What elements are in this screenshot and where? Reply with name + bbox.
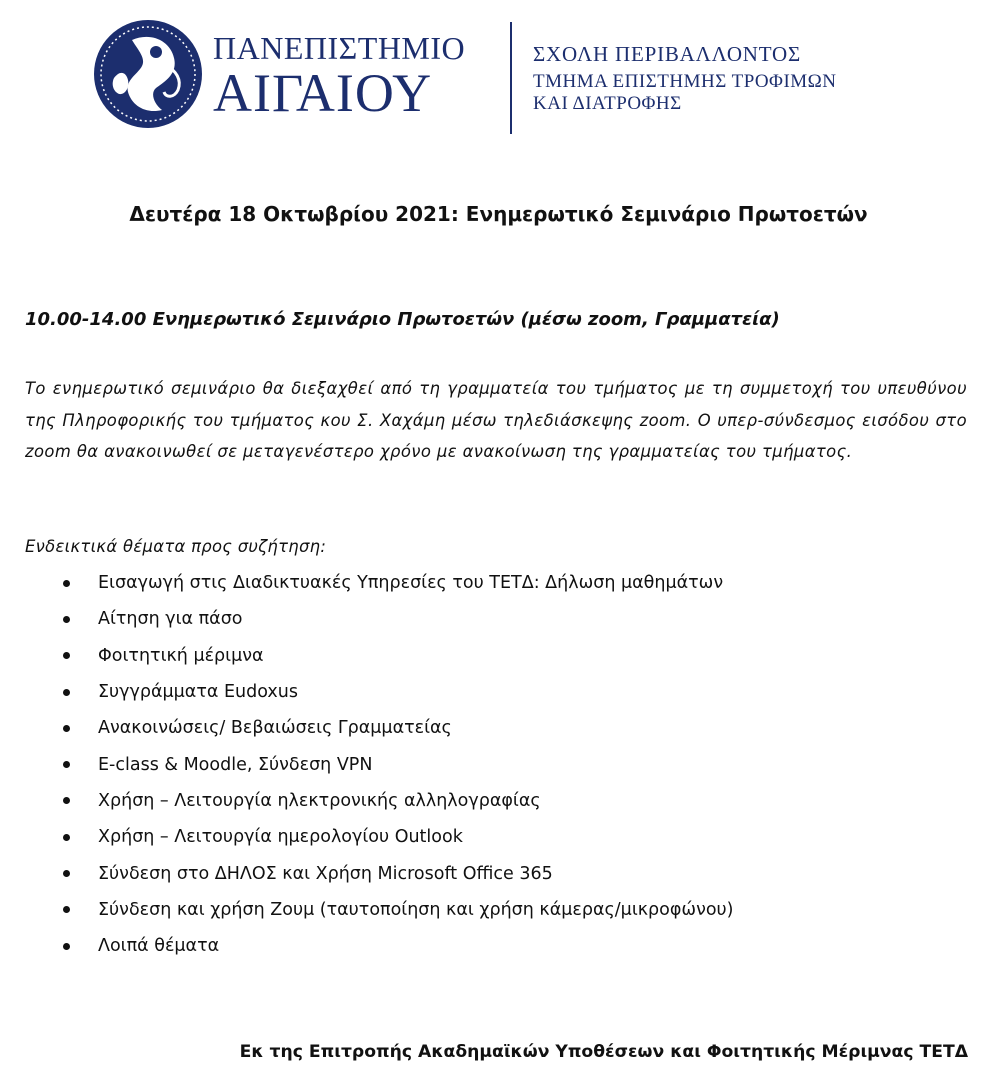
bullet-icon — [63, 943, 70, 950]
university-name-line2: ΑΙΓΑΙΟΥ — [213, 63, 433, 123]
topic-text: Εισαγωγή στις Διαδικτυακές Υπηρεσίες του ΤΕΤΔ: Δήλωση μαθημάτων — [98, 573, 724, 594]
session-heading: 10.00-14.00 Ενημερωτικό Σεμινάριο Πρωτοετών (μέσω zoom, Γραμματεία) — [25, 309, 780, 330]
topic-text: Σύνδεση στο ΔΗΛΟΣ και Χρήση Microsoft Office 365 — [98, 863, 553, 884]
bullet-icon — [63, 906, 70, 913]
bullet-icon — [63, 797, 70, 804]
topics-list — [60, 565, 734, 964]
department-name-line2: ΚΑΙ ΔΙΑΤΡΟΦΗΣ — [533, 93, 682, 114]
list-item — [60, 674, 734, 710]
bullet-icon — [63, 761, 70, 768]
bullet-icon — [63, 834, 70, 841]
bullet-icon — [63, 689, 70, 696]
topics-label: Ενδεικτικά θέματα προς συζήτηση: — [25, 537, 327, 556]
signature: Εκ της Επιτροπής Ακαδημαϊκών Υποθέσεων και Φοιτητικής Μέριμνας ΤΕΤΔ — [239, 1042, 968, 1062]
bullet-icon — [63, 870, 70, 877]
topic-text: Αίτηση για πάσο — [98, 609, 243, 630]
school-name: ΣΧΟΛΗ ΠΕΡΙΒΑΛΛΟΝΤΟΣ — [533, 42, 801, 66]
topic-text: Χρήση – Λειτουργία ημερολογίου Outlook — [98, 827, 463, 848]
document-title: Δευτέρα 18 Οκτωβρίου 2021: Ενημερωτικό Σεμινάριο Πρωτοετών — [129, 202, 868, 226]
topic-text: Σύνδεση και χρήση Ζουμ (ταυτοποίηση και χρήση κάμερας/μικροφώνου) — [98, 899, 734, 920]
topic-text: Συγγράμματα Eudoxus — [98, 682, 298, 703]
university-seal-icon — [92, 18, 204, 130]
department-name-line1: ΤΜΗΜΑ ΕΠΙΣΤΗΜΗΣ ΤΡΟΦΙΜΩΝ — [533, 71, 837, 92]
list-item — [60, 638, 734, 674]
school-info — [533, 42, 837, 115]
list-item — [60, 892, 734, 928]
topic-text: Χρήση – Λειτουργία ηλεκτρονικής αλληλογραφίας — [98, 790, 541, 811]
list-item — [60, 601, 734, 637]
header-divider — [510, 22, 512, 134]
list-item — [60, 928, 734, 964]
letterhead — [90, 18, 910, 138]
bullet-icon — [63, 725, 70, 732]
university-name-line1: ΠΑΝΕΠΙΣΤΗΜΙΟ — [213, 30, 466, 66]
list-item — [60, 746, 734, 782]
description-paragraph: Το ενημερωτικό σεμινάριο θα διεξαχθεί από τη γραμματεία του τμήματος με τη συμμετοχή του υπευθύνου της Πληροφορικής του τμήματος κου Σ. Χαχάμη μέσω τηλεδιάσκεψης zoom. Ο υπερ-σύνδεσμος εισόδου στο zoom θα ανακοινωθεί σε μεταγενέστερο χρόνο με ανακοίνωση της γραμματείας του τμήματος. — [25, 379, 967, 461]
list-item — [60, 783, 734, 819]
university-name — [213, 30, 466, 123]
bullet-icon — [63, 580, 70, 587]
topic-text: Φοιτητική μέριμνα — [98, 645, 264, 666]
bullet-icon — [63, 616, 70, 623]
list-item — [60, 565, 734, 601]
list-item — [60, 855, 734, 891]
topic-text: E-class & Moodle, Σύνδεση VPN — [98, 754, 373, 775]
bullet-icon — [63, 652, 70, 659]
topic-text: Ανακοινώσεις/ Βεβαιώσεις Γραμματείας — [98, 718, 452, 739]
topic-text: Λοιπά θέματα — [98, 936, 220, 957]
list-item — [60, 710, 734, 746]
list-item — [60, 819, 734, 855]
